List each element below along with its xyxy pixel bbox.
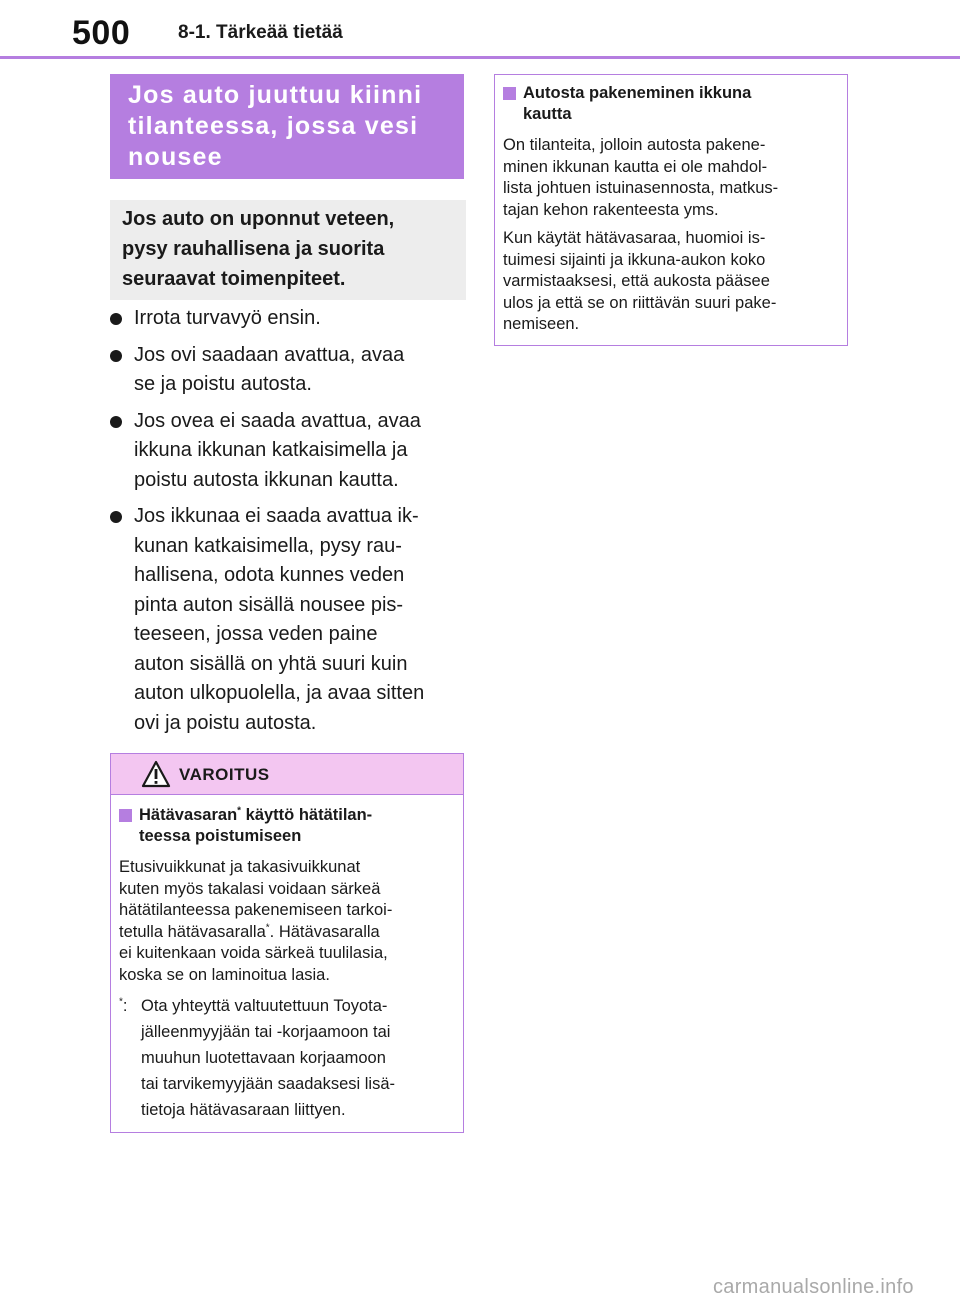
footnote-marker <box>119 993 128 1019</box>
paragraph-line: nemiseen. <box>503 315 580 333</box>
paragraph-text: tetulla hätävasaralla <box>119 922 266 941</box>
info-box <box>494 74 848 346</box>
intro-line: pysy rauhallisena ja suorita <box>122 238 385 260</box>
watermark: carmanualsonline.info <box>713 1276 914 1298</box>
list-item <box>110 304 466 334</box>
footnote-line: tietoja hätävasaraan liittyen. <box>141 1101 346 1119</box>
page-header <box>0 0 960 60</box>
footnote <box>119 993 451 1123</box>
list-item <box>110 502 466 738</box>
paragraph-text: . Hätävasaralla <box>269 922 380 941</box>
list-item-line: auton sisällä on yhtä suuri kuin <box>134 652 408 675</box>
warning-body <box>111 795 463 1123</box>
list-item-line: kunan katkaisimella, pysy rau- <box>134 534 402 557</box>
paragraph-line: varmistaaksesi, että aukosta pääsee <box>503 272 770 290</box>
list-item-line: Irrota turvavyö ensin. <box>134 307 321 329</box>
warning-subheading-line: teessa poistumiseen <box>139 827 302 845</box>
list-item-line: auton ulkopuolella, ja avaa sitten <box>134 682 425 704</box>
intro-text <box>122 204 452 294</box>
list-item <box>110 407 466 496</box>
list-item <box>110 341 466 400</box>
asterisk-mark: * <box>119 996 123 1008</box>
section-heading-box <box>110 74 464 179</box>
list-item-line: Jos ikkunaa ei saada avattua ik- <box>134 505 419 527</box>
list-item-line: Jos ovi saadaan avattua, avaa <box>134 343 405 366</box>
instruction-list <box>110 304 466 745</box>
warning-triangle-icon <box>141 760 171 793</box>
bullet-icon <box>110 313 122 325</box>
square-bullet-icon <box>119 809 132 822</box>
warning-title: VAROITUS <box>179 765 270 784</box>
paragraph-line: minen ikkunan kautta ei ole mahdol- <box>503 157 768 176</box>
section-heading-line: tilanteessa, jossa vesi <box>128 112 419 140</box>
section-title: 8-1. Tärkeää tietää <box>178 22 343 43</box>
bullet-icon <box>110 511 122 523</box>
paragraph-line: ulos ja että se on riittävän suuri pake- <box>503 293 777 312</box>
warning-box <box>110 753 464 1133</box>
list-item-line: teeseen, jossa veden paine <box>134 623 378 645</box>
footnote-line: Ota yhteyttä valtuutettuun Toyota- <box>141 997 388 1015</box>
paragraph-line: ei kuitenkaan voida särkeä tuulilasia, <box>119 944 388 962</box>
section-heading <box>128 80 448 173</box>
intro-line: Jos auto on uponnut veteen, <box>122 208 395 230</box>
page-number: 500 <box>72 14 131 52</box>
list-item-line: pinta auton sisällä nousee pis- <box>134 593 404 616</box>
paragraph-line <box>119 922 451 944</box>
subheading-text: Hätävasaran <box>139 806 238 824</box>
asterisk-mark: * <box>265 922 270 933</box>
paragraph-line: Etusivuikkunat ja takasivuikkunat <box>119 858 361 876</box>
list-item-line: poistu autosta ikkunan kautta. <box>134 468 399 491</box>
list-item-line: se ja poistu autosta. <box>134 373 312 395</box>
info-paragraph <box>503 135 835 221</box>
paragraph-line: lista johtuen istuinasennosta, matkus- <box>503 179 779 197</box>
intro-box <box>110 200 466 300</box>
square-bullet-icon <box>503 87 516 100</box>
footnote-colon: : <box>122 997 128 1015</box>
paragraph-line: Kun käytät hätävasaraa, huomioi is- <box>503 229 766 247</box>
intro-line: seuraavat toimenpiteet. <box>122 268 346 290</box>
warning-subheading <box>119 805 451 847</box>
footnote-line: tai tarvikemyyjään saadaksesi lisä- <box>141 1075 396 1093</box>
warning-paragraph <box>119 857 451 986</box>
warning-subheading-line <box>139 805 451 826</box>
warning-header <box>111 754 463 795</box>
list-item-line: hallisena, odota kunnes veden <box>134 564 405 586</box>
section-heading-line: Jos auto juuttuu kiinni <box>128 81 423 109</box>
paragraph-line: koska se on laminoitua lasia. <box>119 965 330 984</box>
info-paragraph <box>503 228 835 336</box>
footnote-line: muuhun luotettavaan korjaamoon <box>141 1049 386 1067</box>
subheading-text: käyttö hätätilan- <box>241 806 373 824</box>
paragraph-line: On tilanteita, jolloin autosta pakene- <box>503 136 766 154</box>
info-heading-line: Autosta pakeneminen ikkuna <box>523 84 752 102</box>
section-heading-line: nousee <box>128 143 223 171</box>
bullet-icon <box>110 416 122 428</box>
footnote-line: jälleenmyyjään tai -korjaamoon tai <box>141 1023 391 1041</box>
paragraph-line: hätätilanteessa pakenemiseen tarkoi- <box>119 901 393 919</box>
list-item-line: Jos ovea ei saada avattua, avaa <box>134 409 421 432</box>
info-heading <box>503 83 835 125</box>
paragraph-line: tajan kehon rakenteesta yms. <box>503 200 719 219</box>
paragraph-line: tuimesi sijainti ja ikkuna-aukon koko <box>503 250 766 269</box>
list-item-line: ovi ja poistu autosta. <box>134 711 317 734</box>
header-divider <box>0 56 960 59</box>
paragraph-line: kuten myös takalasi voidaan särkeä <box>119 879 381 898</box>
bullet-icon <box>110 350 122 362</box>
list-item-line: ikkuna ikkunan katkaisimella ja <box>134 439 408 461</box>
info-heading-line: kautta <box>523 105 572 123</box>
asterisk-mark: * <box>237 805 242 817</box>
